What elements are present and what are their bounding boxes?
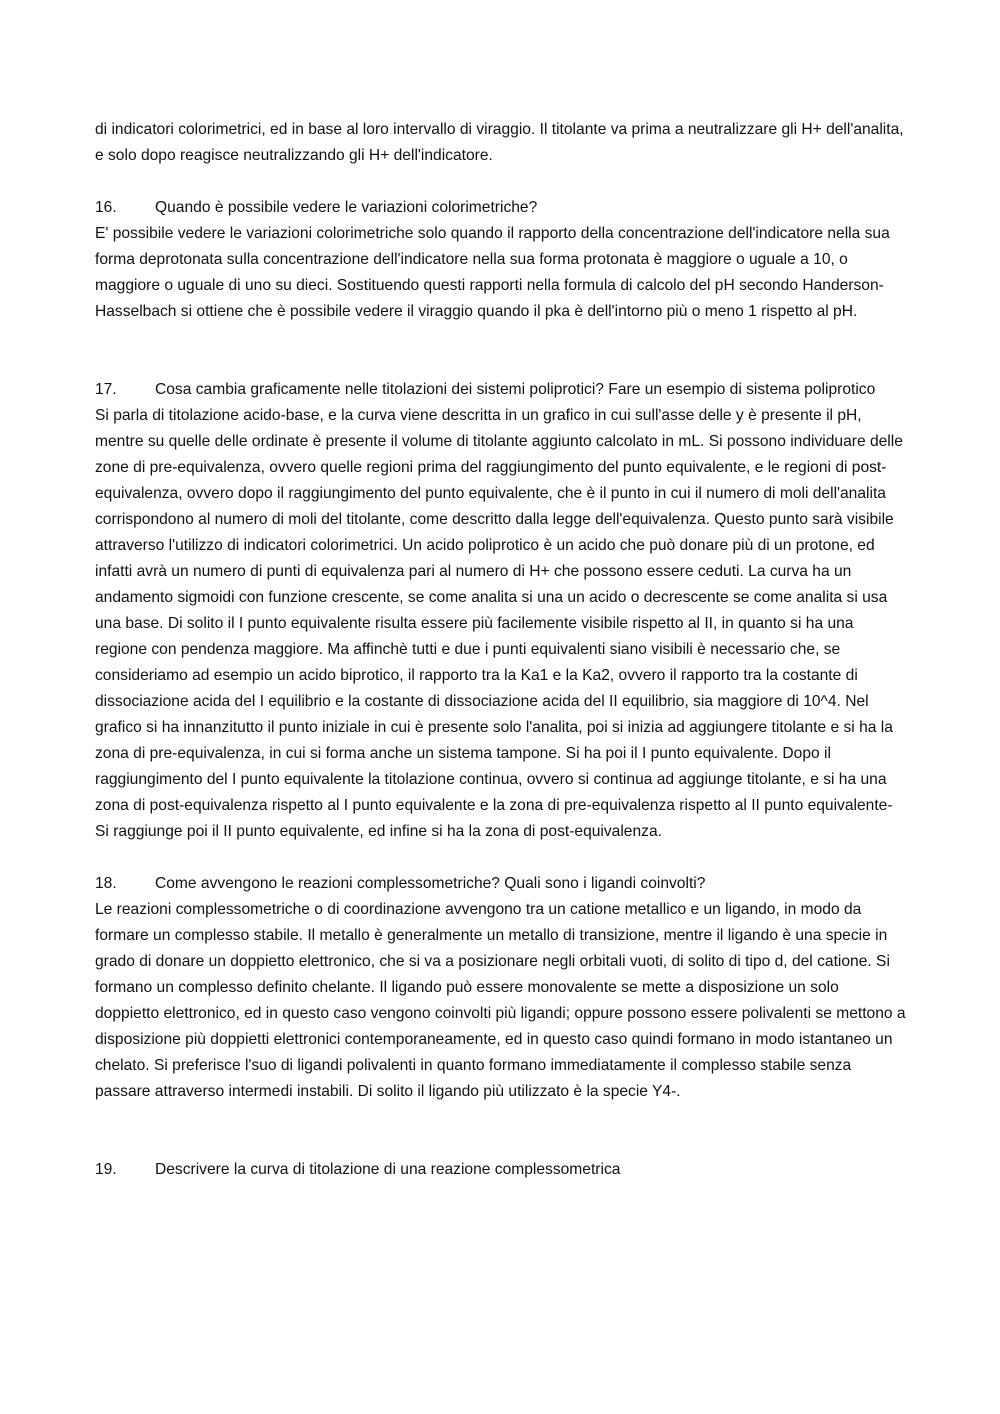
question-16: [95, 195, 907, 221]
answer-17: Si parla di titolazione acido-base, e la curva viene descritta in un grafico in cui sull'asse delle y è presente il pH, mentre su quelle delle ordinate è presente il volume di titolante aggiunto calcolato in mL. Si possono individuare delle zone di pre-equivalenza, ovvero quelle regioni prima del raggiungimento del punto equivalente, e le regioni di post-equivalenza, ovvero dopo il raggiungimento del punto equivalente, che è il punto in cui il numero di moli dell'analita corrispondono al numero di moli del titolante, come descritto dalla legge dell'equivalenza. Questo punto sarà visibile attraverso l'utilizzo di indicatori colorimetrici. Un acido poliprotico è un acido che può donare più di un protone, ed infatti avrà un numero di punti di equivalenza pari al numero di H+ che possono essere ceduti. La curva ha un andamento sigmoidi con funzione crescente, se come analita si una un acido o decrescente se come analita si usa una base. Di solito il I punto equivalente risulta essere più facilemente visibile rispetto al II, in quanto si ha una regione con pendenza maggiore. Ma affinchè tutti e due i punti equivalenti siano visibili è necessario che, se consideriamo ad esempio un acido biprotico, il rapporto tra la Ka1 e la Ka2, ovvero il rapporto tra la costante di dissociazione acida del I equilibrio e la costante di dissociazione acida del II equilibrio, sia maggiore di 10^4. Nel grafico si ha innanzitutto il punto iniziale in cui è presente solo l'analita, poi si inizia ad aggiungere titolante e si ha la zona di pre-equivalenza, in cui si forma anche un sistema tampone. Si ha poi il I punto equivalente. Dopo il raggiungimento del I punto equivalente la titolazione continua, ovvero si continua ad aggiunge titolante, e si ha una zona di post-equivalenza rispetto al I punto equivalente e la zona di pre-equivalenza rispetto al II punto equivalente- Si raggiunge poi il II punto equivalente, ed infine si ha la zona di post-equivalenza.: [95, 407, 903, 840]
question-number: 19.: [95, 1161, 117, 1178]
document-page: [95, 117, 907, 1183]
question-text: Quando è possibile vedere le variazioni colorimetriche?: [155, 199, 538, 216]
spacer: [95, 169, 907, 195]
question-text: Descrivere la curva di titolazione di una reazione complessometrica: [155, 1161, 621, 1178]
spacer: [95, 325, 907, 377]
question-18: [95, 871, 907, 897]
question-number: 16.: [95, 199, 117, 216]
spacer: [95, 845, 907, 871]
question-19: [95, 1157, 907, 1183]
question-number: 17.: [95, 381, 117, 398]
question-number: 18.: [95, 875, 117, 892]
question-17: [95, 377, 907, 403]
intro-paragraph: di indicatori colorimetrici, ed in base al loro intervallo di viraggio. Il titolante va prima a neutralizzare gli H+ dell'analita, e solo dopo reagisce neutralizzando gli H+ dell'indicatore.: [95, 121, 904, 164]
answer-18: Le reazioni complessometriche o di coordinazione avvengono tra un catione metallico e un ligando, in modo da formare un complesso stabile. Il metallo è generalmente un metallo di transizione, mentre il ligando è una specie in grado di donare un doppietto elettronico, che si va a posizionare negli orbitali vuoti, di solito di tipo d, del catione. Si formano un complesso definito chelante. Il ligando può essere monovalente se mette a disposizione un solo doppietto elettronico, ed in questo caso vengono coinvolti più ligandi; oppure possono essere polivalenti se mettono a disposizione più doppietti elettronici contemporaneamente, ed in questo caso quindi formano in modo istantaneo un chelato. Si preferisce l'suo di ligandi polivalenti in quanto formano immediatamente il complesso stabile senza passare attraverso intermedi instabili. Di solito il ligando più utilizzato è la specie Y4-.: [95, 901, 906, 1100]
question-text: Come avvengono le reazioni complessometriche? Quali sono i ligandi coinvolti?: [155, 875, 706, 892]
answer-16: E' possibile vedere le variazioni colorimetriche solo quando il rapporto della concentrazione dell'indicatore nella sua forma deprotonata sulla concentrazione dell'indicatore nella sua forma protonata è maggiore o uguale a 10, o maggiore o uguale di uno su dieci. Sostituendo questi rapporti nella formula di calcolo del pH secondo Handerson-Hasselbach si ottiene che è possibile vedere il viraggio quando il pka è dell'intorno più o meno 1 rispetto al pH.: [95, 225, 890, 320]
question-text: Cosa cambia graficamente nelle titolazioni dei sistemi poliprotici? Fare un esempio di sistema poliprotico: [155, 381, 876, 398]
spacer: [95, 1105, 907, 1157]
